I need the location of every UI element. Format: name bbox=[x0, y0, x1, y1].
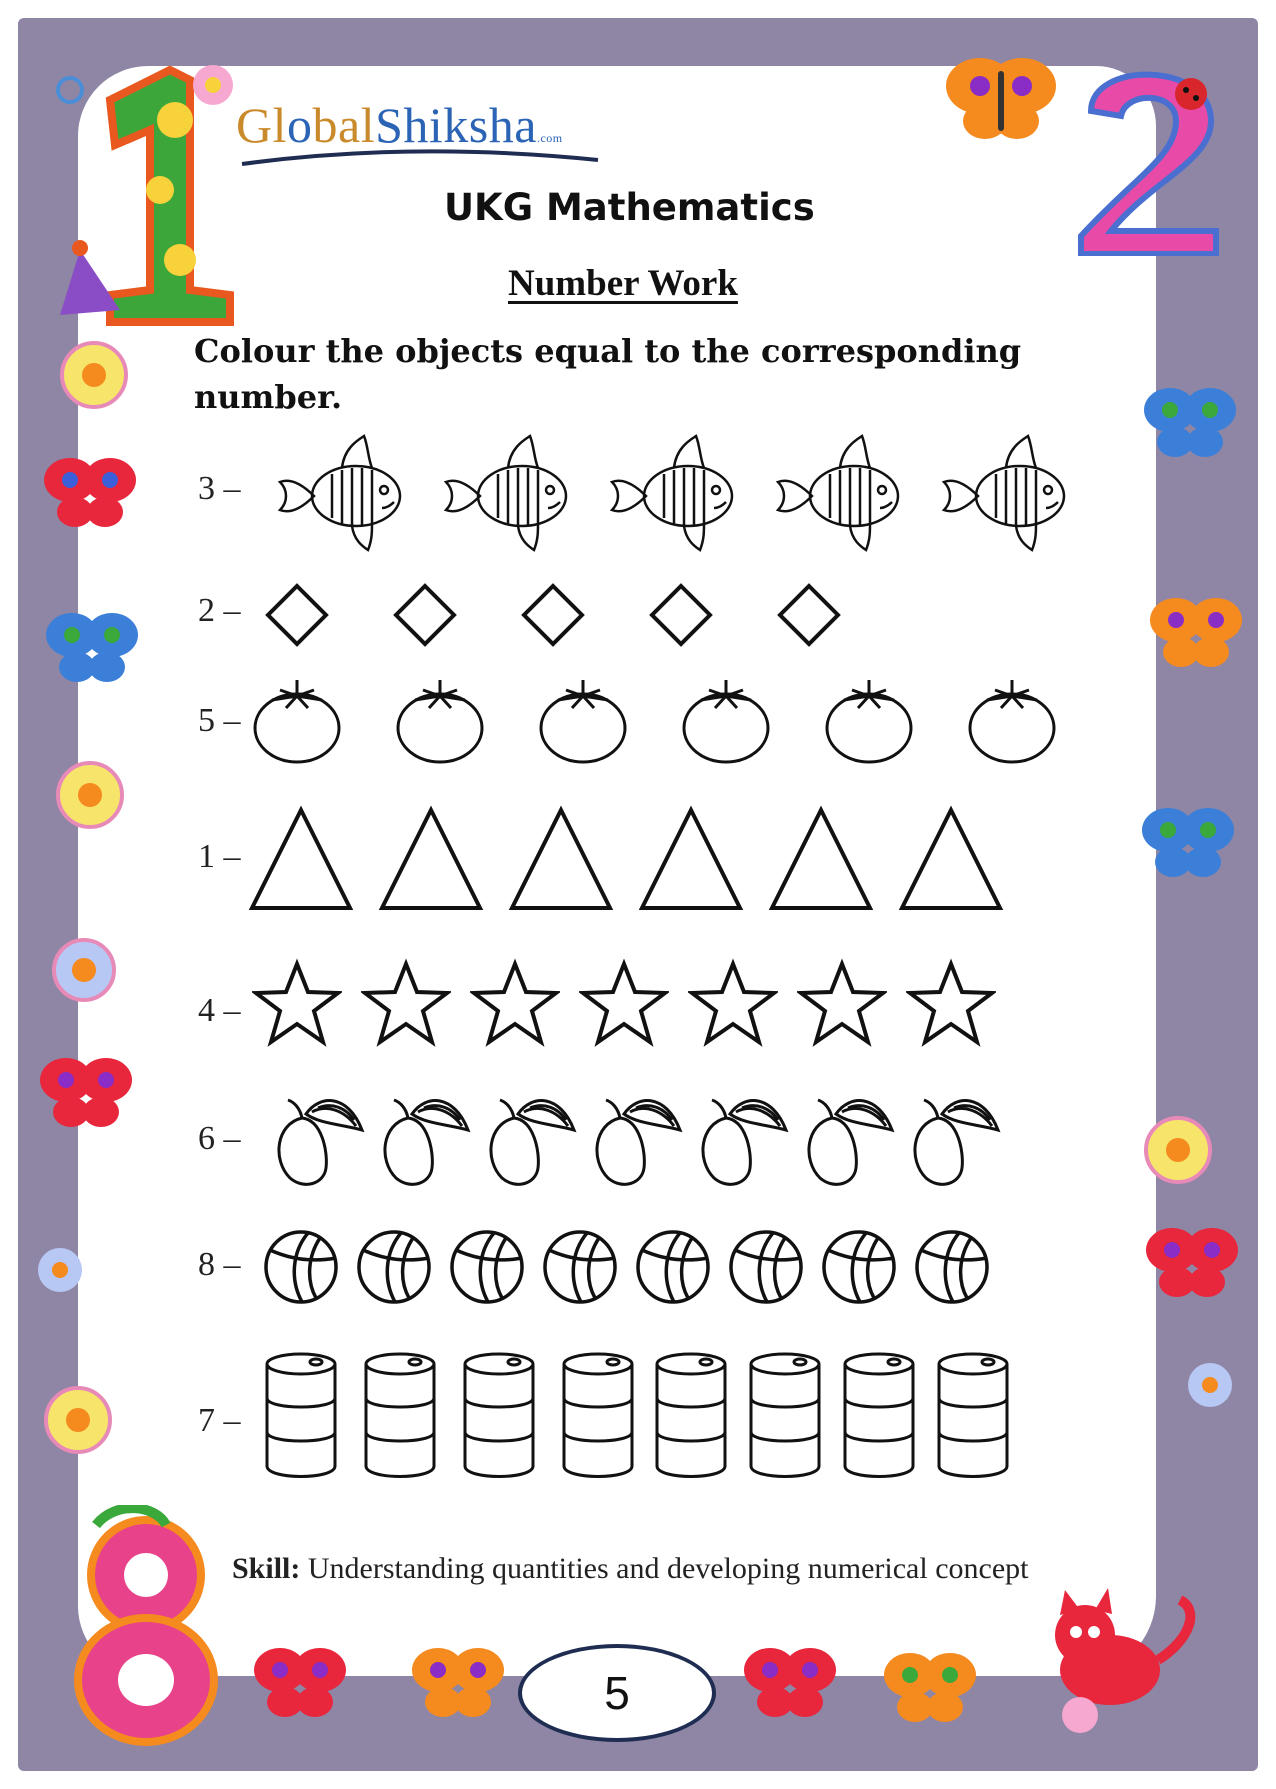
flower-icon bbox=[1138, 1110, 1218, 1190]
butterfly-icon bbox=[1142, 1220, 1242, 1310]
fish-icon[interactable] bbox=[604, 432, 744, 558]
ball-icon[interactable] bbox=[913, 1228, 991, 1306]
row-label: 8 – bbox=[198, 1246, 241, 1283]
ball-icon[interactable] bbox=[820, 1228, 898, 1306]
page-subtitle: Number Work bbox=[508, 263, 738, 304]
diamond-icon[interactable] bbox=[774, 580, 844, 650]
drum-icon[interactable] bbox=[746, 1350, 824, 1480]
row-label: 7 – bbox=[198, 1402, 241, 1439]
flower-icon bbox=[188, 60, 238, 110]
drum-icon[interactable] bbox=[460, 1350, 538, 1480]
number-eight-icon bbox=[66, 1505, 226, 1755]
logo-text-bal: bal bbox=[312, 97, 376, 153]
flower-icon bbox=[1180, 1355, 1240, 1415]
tomato-icon[interactable] bbox=[679, 676, 773, 766]
diamond-icon[interactable] bbox=[646, 580, 716, 650]
ball-icon[interactable] bbox=[541, 1228, 619, 1306]
fish-icon[interactable] bbox=[936, 432, 1076, 558]
drum-icon[interactable] bbox=[652, 1350, 730, 1480]
tomato-icon[interactable] bbox=[822, 676, 916, 766]
tomato-icon[interactable] bbox=[536, 676, 630, 766]
cat-icon bbox=[1040, 1580, 1220, 1740]
mango-icon[interactable] bbox=[906, 1090, 1002, 1188]
row-label: 2 – bbox=[198, 592, 241, 629]
ball-icon[interactable] bbox=[727, 1228, 805, 1306]
mango-icon[interactable] bbox=[482, 1090, 578, 1188]
logo-text-dotcom: .com bbox=[536, 131, 563, 145]
tomato-icon[interactable] bbox=[965, 676, 1059, 766]
row-label: 5 – bbox=[198, 702, 241, 739]
butterfly-icon bbox=[1140, 380, 1240, 470]
flower-icon bbox=[50, 755, 130, 835]
skill-text bbox=[232, 1552, 1029, 1586]
butterfly-icon bbox=[42, 605, 142, 695]
butterfly-icon bbox=[940, 46, 1060, 146]
star-icon[interactable] bbox=[797, 958, 887, 1048]
skill-description: Understanding quantities and developing numerical concept bbox=[300, 1552, 1029, 1585]
triangle-icon[interactable] bbox=[896, 804, 1006, 914]
mango-icon[interactable] bbox=[270, 1090, 366, 1188]
page-number: 5 bbox=[518, 1644, 716, 1742]
row-label: 6 – bbox=[198, 1120, 241, 1157]
logo-swoosh-icon bbox=[240, 146, 600, 170]
butterfly-icon bbox=[1138, 800, 1238, 890]
fish-icon[interactable] bbox=[770, 432, 910, 558]
triangle-icon[interactable] bbox=[376, 804, 486, 914]
butterfly-icon bbox=[36, 1050, 136, 1140]
page-title: UKG Mathematics bbox=[444, 186, 815, 229]
mango-icon[interactable] bbox=[376, 1090, 472, 1188]
star-icon[interactable] bbox=[470, 958, 560, 1048]
ball-icon[interactable] bbox=[355, 1228, 433, 1306]
ball-icon[interactable] bbox=[262, 1228, 340, 1306]
ball-icon[interactable] bbox=[448, 1228, 526, 1306]
drum-icon[interactable] bbox=[934, 1350, 1012, 1480]
flower-icon bbox=[44, 930, 124, 1010]
diamond-icon[interactable] bbox=[390, 580, 460, 650]
butterfly-icon bbox=[250, 1640, 350, 1730]
ball-icon[interactable] bbox=[634, 1228, 712, 1306]
number-two-icon bbox=[1066, 56, 1236, 256]
star-icon[interactable] bbox=[252, 958, 342, 1048]
butterfly-icon bbox=[880, 1645, 980, 1735]
diamond-icon[interactable] bbox=[518, 580, 588, 650]
tomato-icon[interactable] bbox=[393, 676, 487, 766]
triangle-icon[interactable] bbox=[506, 804, 616, 914]
drum-icon[interactable] bbox=[361, 1350, 439, 1480]
triangle-icon[interactable] bbox=[636, 804, 746, 914]
flower-icon bbox=[38, 1380, 118, 1460]
logo-text-shiksha: Shiksha bbox=[375, 97, 537, 153]
drum-icon[interactable] bbox=[559, 1350, 637, 1480]
mango-icon[interactable] bbox=[800, 1090, 896, 1188]
triangle-icon[interactable] bbox=[246, 804, 356, 914]
triangle-icon[interactable] bbox=[766, 804, 876, 914]
row-label: 1 – bbox=[198, 838, 241, 875]
butterfly-icon bbox=[740, 1640, 840, 1730]
flower-icon bbox=[30, 1240, 90, 1300]
flower-icon bbox=[54, 335, 134, 415]
butterfly-icon bbox=[408, 1640, 508, 1730]
butterfly-icon bbox=[40, 450, 140, 540]
star-icon[interactable] bbox=[361, 958, 451, 1048]
butterfly-icon bbox=[1146, 590, 1246, 680]
drum-icon[interactable] bbox=[262, 1350, 340, 1480]
fish-icon[interactable] bbox=[272, 432, 412, 558]
mango-icon[interactable] bbox=[694, 1090, 790, 1188]
star-icon[interactable] bbox=[688, 958, 778, 1048]
star-icon[interactable] bbox=[579, 958, 669, 1048]
fish-icon[interactable] bbox=[438, 432, 578, 558]
mango-icon[interactable] bbox=[588, 1090, 684, 1188]
row-label: 4 – bbox=[198, 992, 241, 1029]
star-icon[interactable] bbox=[906, 958, 996, 1048]
skill-label: Skill: bbox=[232, 1552, 301, 1585]
diamond-icon[interactable] bbox=[262, 580, 332, 650]
logo-text-o: o bbox=[287, 97, 313, 153]
row-label: 3 – bbox=[198, 470, 241, 507]
instruction-text: Colour the objects equal to the corresponding number. bbox=[194, 332, 1022, 416]
drum-icon[interactable] bbox=[840, 1350, 918, 1480]
logo-text-gl: Gl bbox=[236, 97, 287, 153]
tomato-icon[interactable] bbox=[250, 676, 344, 766]
